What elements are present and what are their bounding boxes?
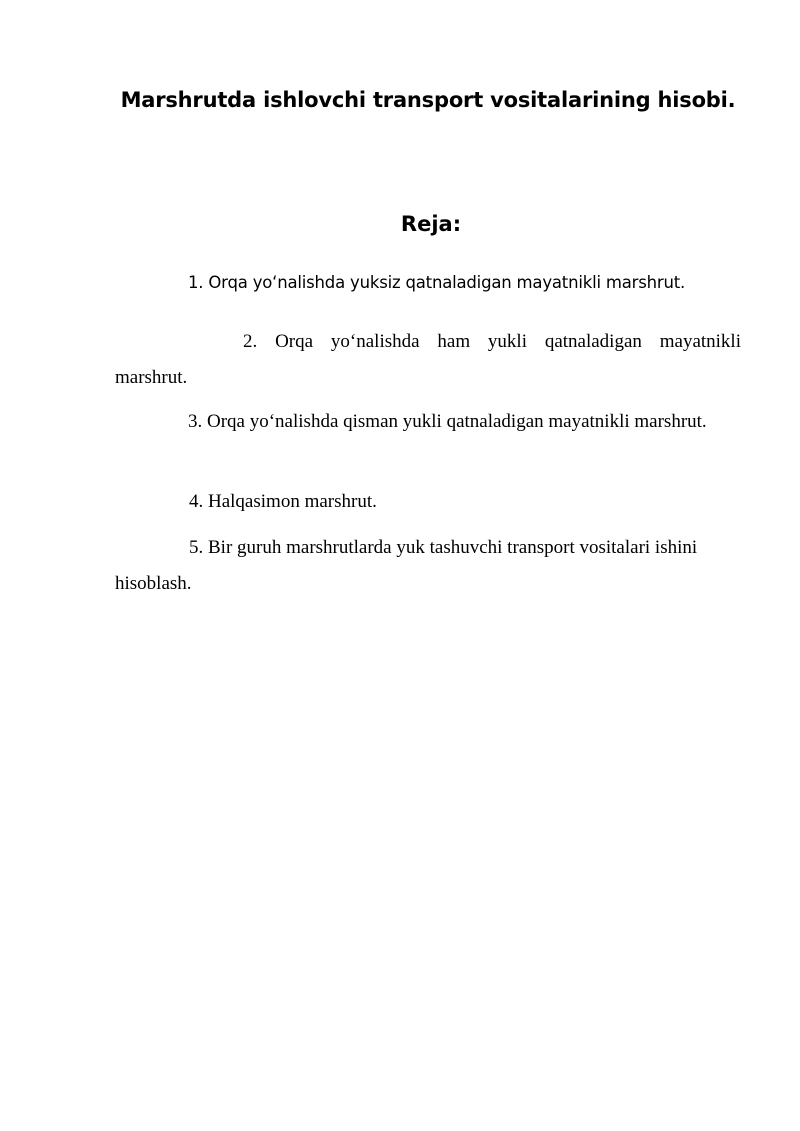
plan-item-4: 4. Halqasimon marshrut. (189, 491, 377, 512)
plan-heading: Reja: (400, 212, 462, 236)
plan-item-3: 3. Orqa yo‘nalishda qisman yukli qatnaladigan mayatnikli marshrut. (188, 411, 707, 432)
plan-item-5: 5. Bir guruh marshrutlarda yuk tashuvchi transport vositalari ishini hisoblash. (115, 537, 698, 594)
plan-item-2: 2. Orqa yo‘nalishda ham yukli qatnaladigan mayatnikli marshrut. (115, 331, 741, 388)
plan-item-1: 1. Orqa yoʻnalishda yuksiz qatnaladigan mayatnikli marshrut. (188, 273, 686, 292)
document-title: Marshrutda ishlovchi transport vositalarining hisobi. (120, 88, 736, 112)
